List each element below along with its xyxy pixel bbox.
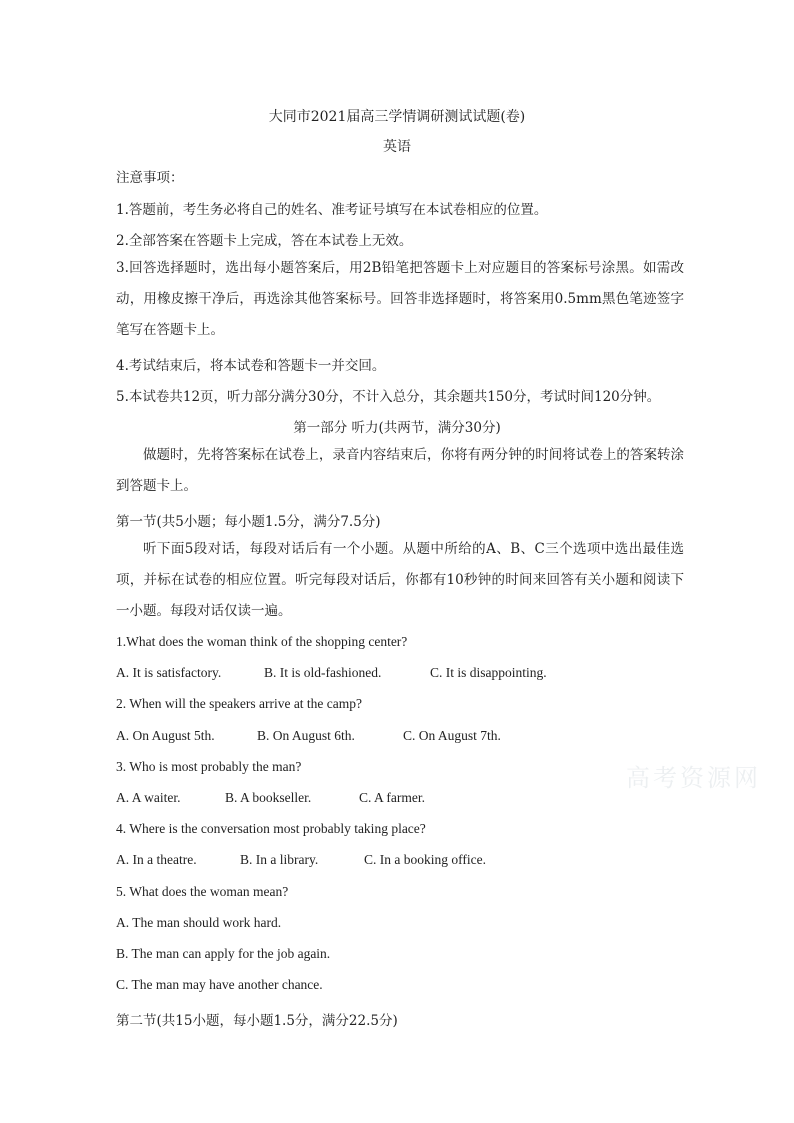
notice-item-1: 1.答题前，考生务必将自己的姓名、准考证号填写在本试卷相应的位置。 xyxy=(116,202,548,218)
option-b: B. A bookseller. xyxy=(225,790,312,805)
question-3: 3. Who is most probably the man? xyxy=(116,759,302,774)
part1-title: 第一部分 听力(共两节，满分30分) xyxy=(293,420,501,436)
question-1-options xyxy=(116,665,547,681)
question-5-option-b: B. The man can apply for the job again. xyxy=(116,946,331,961)
question-5-option-a: A. The man should work hard. xyxy=(116,915,282,930)
section1-title: 第一节(共5小题；每小题1.5分，满分7.5分) xyxy=(116,514,381,530)
option-c: C. In a booking office. xyxy=(364,852,486,867)
question-2: 2. When will the speakers arrive at the camp? xyxy=(116,696,363,711)
option-a: A. On August 5th. xyxy=(116,728,215,743)
option-a: A. In a theatre. xyxy=(116,852,197,867)
option-c: C. On August 7th. xyxy=(403,728,501,743)
notice-item-3: 3.回答选择题时，选出每小题答案后，用2B铅笔把答题卡上对应题目的答案标号涂黑。如需改动，用橡皮擦干净后，再选涂其他答案标号。回答非选择题时，将答案用0.5mm黑色笔迹签字笔写在答题卡上。 xyxy=(116,260,684,338)
subject-title: 英语 xyxy=(383,139,411,155)
option-b: B. On August 6th. xyxy=(257,728,355,743)
option-a: A. It is satisfactory. xyxy=(116,665,222,680)
question-5-option-c: C. The man may have another chance. xyxy=(116,977,323,992)
question-5: 5. What does the woman mean? xyxy=(116,884,289,899)
notice-item-2: 2.全部答案在答题卡上完成，答在本试卷上无效。 xyxy=(116,233,413,249)
option-c: C. A farmer. xyxy=(359,790,425,805)
notice-item-5: 5.本试卷共12页，听力部分满分30分，不计入总分，其余题共150分，考试时间120分钟。 xyxy=(116,389,661,405)
option-b: B. In a library. xyxy=(240,852,319,867)
option-c: C. It is disappointing. xyxy=(430,665,547,680)
question-2-options xyxy=(116,728,501,744)
question-4-options xyxy=(116,852,486,868)
part1-intro: 做题时，先将答案标在试卷上，录音内容结束后，你将有两分钟的时间将试卷上的答案转涂到答题卡上。 xyxy=(116,447,684,494)
section1-intro: 听下面5段对话，每段对话后有一个小题。从题中所给的A、B、C三个选项中选出最佳选项，并标在试卷的相应位置。听完每段对话后，你都有10秒钟的时间来回答有关小题和阅读下一小题。每段对话仅读一遍。 xyxy=(116,541,684,619)
option-b: B. It is old-fashioned. xyxy=(264,665,382,680)
notice-item-4: 4.考试结束后，将本试卷和答题卡一并交回。 xyxy=(116,358,386,374)
watermark: 高考资源网 xyxy=(626,764,761,792)
exam-title: 大同市2021届高三学情调研测试试题(卷) xyxy=(268,109,526,125)
question-4: 4. Where is the conversation most probably taking place? xyxy=(116,821,426,836)
question-3-options xyxy=(116,790,425,806)
question-1: 1.What does the woman think of the shopping center? xyxy=(116,634,408,649)
notice-heading: 注意事项： xyxy=(116,170,184,186)
section2-title: 第二节(共15小题，每小题1.5分，满分22.5分) xyxy=(116,1013,398,1029)
option-a: A. A waiter. xyxy=(116,790,181,805)
